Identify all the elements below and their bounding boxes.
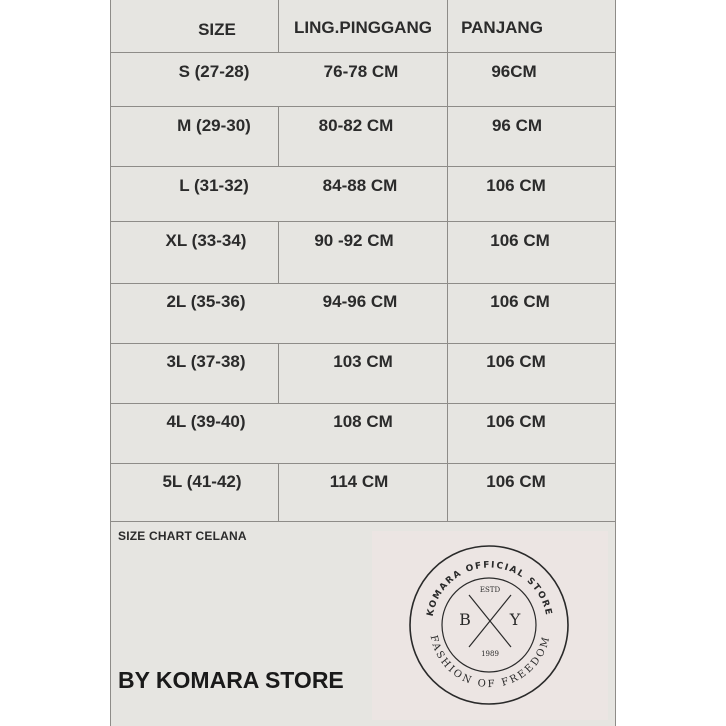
seal-letter-right: Y <box>509 610 521 629</box>
waist-cell: 76-78 CM <box>323 62 399 81</box>
seal-estd: ESTD <box>479 586 501 594</box>
seal-year: 1989 <box>481 650 499 658</box>
row-divider <box>110 521 616 522</box>
waist-cell: 108 CM <box>333 412 393 431</box>
column-divider <box>447 0 448 521</box>
size-cell: XL (33-34) <box>165 231 247 250</box>
column-divider <box>278 343 279 403</box>
column-divider <box>278 0 279 52</box>
waist-cell: 80-82 CM <box>318 116 394 135</box>
length-cell: 106 CM <box>486 352 546 371</box>
waist-cell: 103 CM <box>333 352 393 371</box>
waist-cell: 114 CM <box>329 472 389 491</box>
waist-cell: 84-88 CM <box>322 176 398 195</box>
length-cell: 106 CM <box>486 176 546 195</box>
chart-caption: SIZE CHART CELANA <box>118 529 247 543</box>
length-cell: 106 CM <box>490 292 550 311</box>
store-name: BY KOMARA STORE <box>118 667 344 693</box>
row-divider <box>110 283 616 284</box>
row-divider <box>110 403 616 404</box>
length-cell: 96 CM <box>491 116 543 135</box>
seal-top-text: KOMARA OFFICIAL STORE <box>425 560 554 618</box>
size-cell: S (27-28) <box>178 62 250 81</box>
size-cell: M (29-30) <box>177 116 251 135</box>
waist-cell: 94-96 CM <box>322 292 398 311</box>
row-divider <box>110 221 616 222</box>
row-divider <box>110 106 616 107</box>
size-cell: 2L (35-36) <box>166 292 246 311</box>
length-cell: 96CM <box>491 62 537 81</box>
store-seal-logo <box>372 531 608 720</box>
row-divider <box>110 463 616 464</box>
column-divider <box>278 221 279 283</box>
header-length: PANJANG <box>461 18 543 37</box>
header-size: SIZE <box>198 20 236 39</box>
size-cell: 4L (39-40) <box>166 412 246 431</box>
column-divider <box>278 463 279 521</box>
size-cell: 5L (41-42) <box>162 472 242 491</box>
header-waist: LING.PINGGANG <box>294 18 432 37</box>
row-divider <box>110 52 616 53</box>
length-cell: 106 CM <box>486 412 546 431</box>
length-cell: 106 CM <box>490 231 550 250</box>
seal-bottom-text: FASHION OF FREEDOM <box>427 634 553 691</box>
row-divider <box>110 343 616 344</box>
size-cell: 3L (37-38) <box>166 352 246 371</box>
size-cell: L (31-32) <box>179 176 249 195</box>
length-cell: 106 CM <box>486 472 546 491</box>
waist-cell: 90 -92 CM <box>314 231 394 250</box>
column-divider <box>278 106 279 166</box>
seal-letter-left: B <box>459 610 471 629</box>
row-divider <box>110 166 616 167</box>
